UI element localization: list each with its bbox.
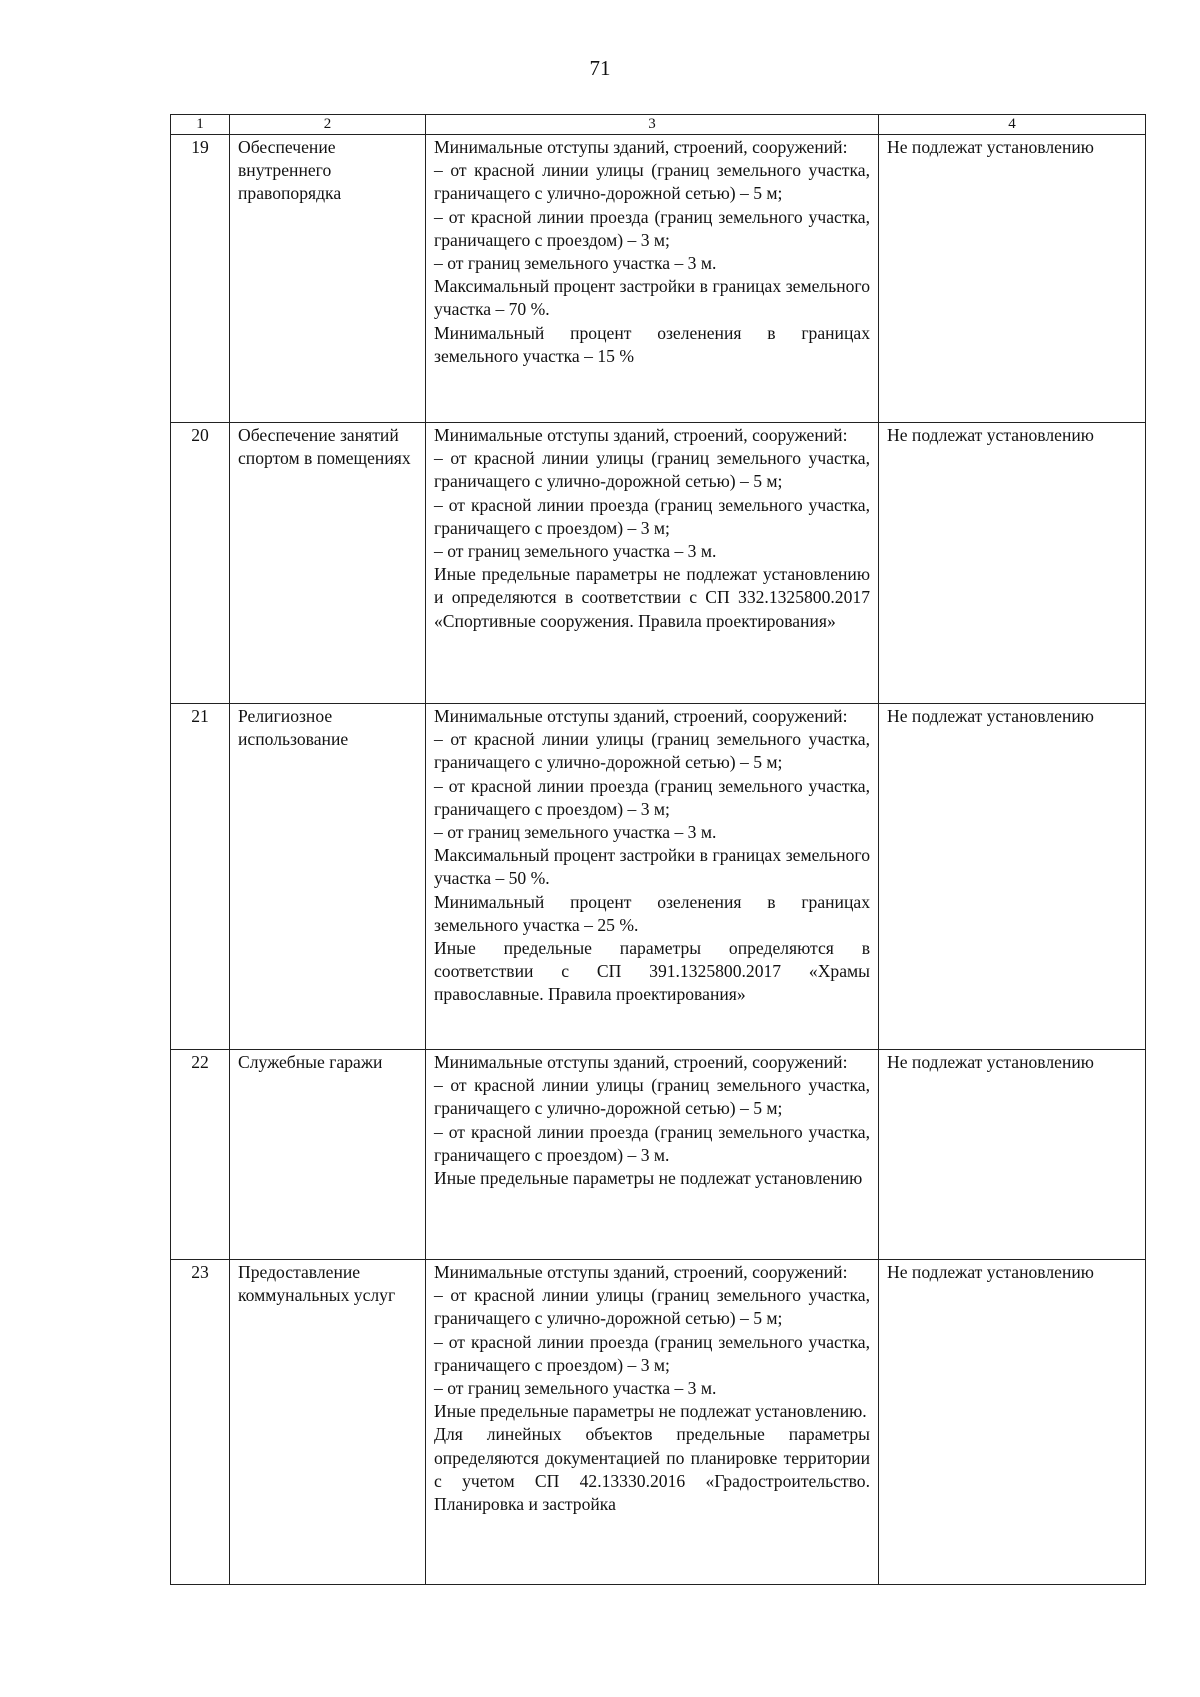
restrictions-cell: Не подлежат установлению xyxy=(879,704,1146,1050)
parameter-text: – от красной линии проезда (границ земельного участка, граничащего с проездом) – 3 м; xyxy=(434,775,870,819)
parameter-text: Минимальные отступы зданий, строений, сооружений: xyxy=(434,706,848,726)
parameter-text: – от красной линии улицы (границ земельного участка, граничащего с улично-дорожной сетью) – 5 м; xyxy=(434,1285,870,1329)
restrictions-cell: Не подлежат установлению xyxy=(879,1260,1146,1585)
header-cell: 2 xyxy=(230,115,426,135)
parameter-text: – от красной линии проезда (границ земельного участка, граничащего с проездом) – 3 м; xyxy=(434,206,870,250)
use-type-name: Обеспечение внутреннего правопорядка xyxy=(230,135,426,423)
parameter-text: – от границ земельного участка – 3 м. xyxy=(434,253,717,274)
parameter-text: – от красной линии улицы (границ земельного участка, граничащего с улично-дорожной сетью) – 5 м; xyxy=(434,1075,870,1119)
parameter-text: Иные предельные параметры не подлежат установлению xyxy=(434,1168,863,1189)
use-type-name: Религиозное использование xyxy=(230,704,426,1050)
table-row xyxy=(171,1050,1146,1260)
table-row xyxy=(171,1260,1146,1585)
parameter-text: Максимальный процент застройки в границах земельного участка – 70 %. xyxy=(434,276,870,320)
row-number: 21 xyxy=(171,704,230,1050)
parameter-text: Иные предельные параметры не подлежат установлению. xyxy=(434,1401,867,1422)
parameter-text: – от красной линии улицы (границ земельного участка, граничащего с улично-дорожной сетью) – 5 м; xyxy=(434,448,870,492)
table-row xyxy=(171,423,1146,704)
page-number: 71 xyxy=(589,56,611,80)
restrictions-cell: Не подлежат установлению xyxy=(879,135,1146,423)
parameter-text: Минимальный процент озеленения в границах земельного участка – 25 %. xyxy=(434,891,870,935)
parameters-cell xyxy=(426,1260,879,1585)
parameters-cell xyxy=(426,704,879,1050)
parameter-text: – от красной линии улицы (границ земельного участка, граничащего с улично-дорожной сетью) – 5 м; xyxy=(434,729,870,773)
parameter-text: Минимальные отступы зданий, строений, сооружений: xyxy=(434,1052,848,1072)
restrictions-cell: Не подлежат установлению xyxy=(879,423,1146,704)
parameter-text: – от красной линии проезда (границ земельного участка, граничащего с проездом) – 3 м; xyxy=(434,494,870,538)
parameter-text: Для линейных объектов предельные параметры определяются документацией по планировке территории с учетом СП 42.13330.2016 «Градостроительство. Планировка и застройка xyxy=(434,1424,870,1515)
parameter-text: Минимальные отступы зданий, строений, сооружений: xyxy=(434,1262,848,1282)
use-type-name: Предоставление коммунальных услуг xyxy=(230,1260,426,1585)
header-cell: 3 xyxy=(426,115,879,135)
parameter-text: – от красной линии проезда (границ земельного участка, граничащего с проездом) – 3 м; xyxy=(434,1331,870,1375)
use-type-name: Служебные гаражи xyxy=(230,1050,426,1260)
parameter-text: Минимальные отступы зданий, строений, сооружений: xyxy=(434,137,848,157)
row-number: 20 xyxy=(171,423,230,704)
row-number: 19 xyxy=(171,135,230,423)
table-row xyxy=(171,135,1146,423)
parameter-text: – от красной линии улицы (границ земельного участка, граничащего с улично-дорожной сетью) – 5 м; xyxy=(434,160,870,204)
parameter-text: – от границ земельного участка – 3 м. xyxy=(434,1378,717,1399)
parameter-text: – от красной линии проезда (границ земельного участка, граничащего с проездом) – 3 м. xyxy=(434,1121,870,1165)
regulations-table xyxy=(170,114,1146,1585)
use-type-name: Обеспечение занятий спортом в помещениях xyxy=(230,423,426,704)
parameters-cell xyxy=(426,135,879,423)
parameter-text: Минимальные отступы зданий, строений, сооружений: xyxy=(434,425,848,445)
parameter-text: – от границ земельного участка – 3 м. xyxy=(434,541,717,562)
header-cell: 4 xyxy=(879,115,1146,135)
parameter-text: Иные предельные параметры не подлежат установлению и определяются в соответствии с СП 332.1325800.2017 «Спортивные сооружения. Правила проектирования» xyxy=(434,564,870,631)
parameter-text: Иные предельные параметры определяются в соответствии с СП 391.1325800.2017 «Храмы православные. Правила проектирования» xyxy=(434,938,870,1005)
table-row xyxy=(171,704,1146,1050)
parameters-cell xyxy=(426,423,879,704)
restrictions-cell: Не подлежат установлению xyxy=(879,1050,1146,1260)
parameter-text: Максимальный процент застройки в границах земельного участка – 50 %. xyxy=(434,845,870,889)
header-cell: 1 xyxy=(171,115,230,135)
parameters-cell xyxy=(426,1050,879,1260)
table-header-row xyxy=(171,115,1146,135)
parameter-text: Минимальный процент озеленения в границах земельного участка – 15 % xyxy=(434,322,870,366)
row-number: 23 xyxy=(171,1260,230,1585)
parameter-text: – от границ земельного участка – 3 м. xyxy=(434,822,717,843)
row-number: 22 xyxy=(171,1050,230,1260)
